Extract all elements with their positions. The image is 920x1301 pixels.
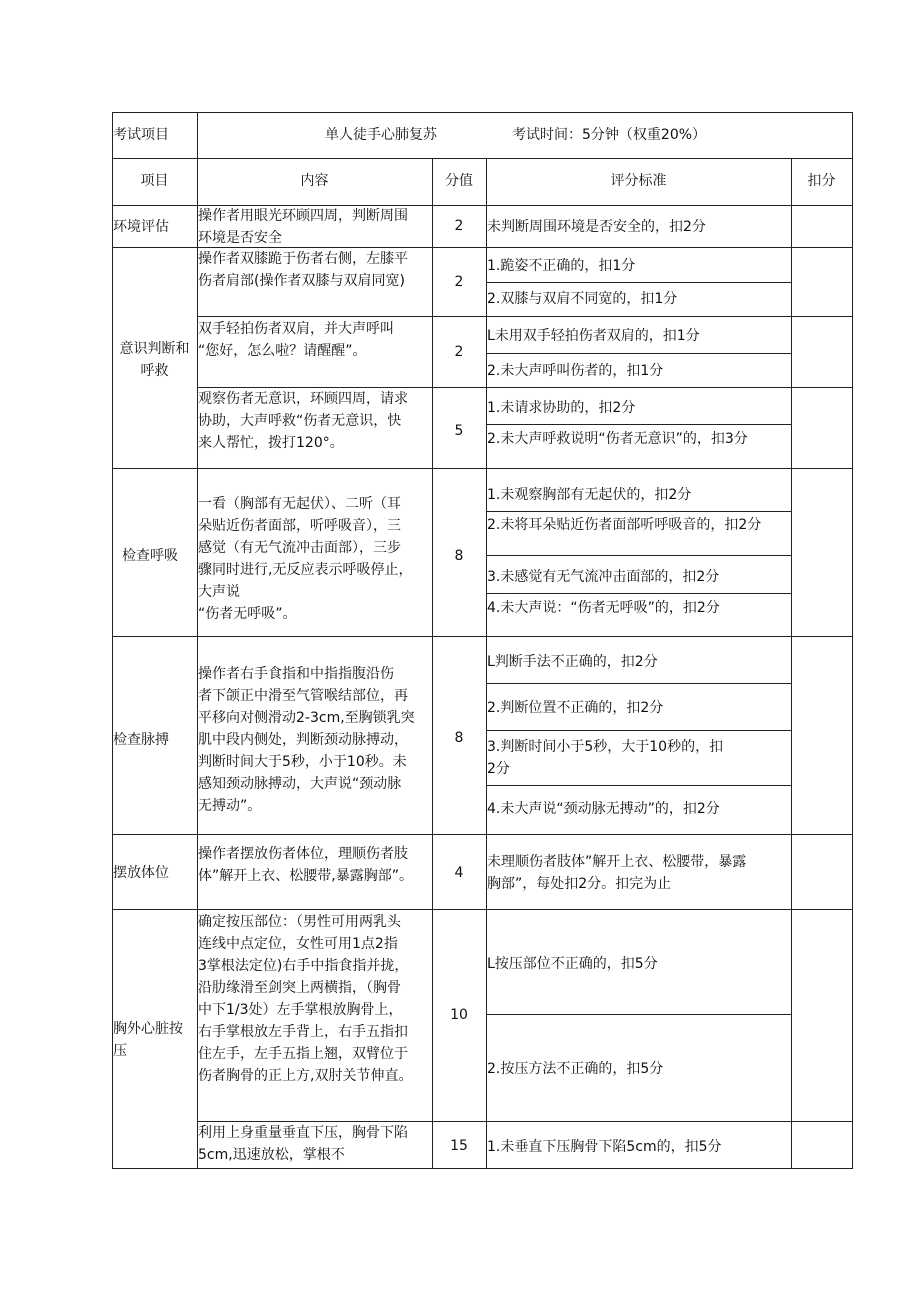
exam-item-label: 考试项目 [113,127,169,143]
criteria-call-help-2: 2.未大声呼救说明“伤者无意识”的，扣3分 [487,431,748,447]
criteria-compression-1: L按压部位不正确的，扣5分 [487,956,658,972]
criteria-kneel-1: 1.跪姿不正确的，扣1分 [487,258,636,274]
criteria-tap-2: 2.未大声呼叫伤者的，扣1分 [487,363,664,379]
exam-time-info: 考试时间：5分钟（权重20%） [512,127,707,143]
category-position: 摆放体位 [113,865,169,881]
criteria-breathing-2: 2.未将耳朵贴近伤者面部听呼吸音的，扣2分 [487,517,762,533]
content-pulse: 操作者右手食指和中指指腹沿伤 者下颌正中滑至气管喉结部位，再 平移向对侧滑动2-3cm,至胸锁乳突 肌中段内侧处，判断颈动脉搏动， 判断时间大于5秒，小于10秒。未 感知颈动脉搏动，大声说“颈动脉 无搏动”。 [198,666,415,814]
score-pulse: 8 [454,730,464,746]
score-kneel: 2 [454,274,464,290]
criteria-pulse-4: 4.未大声说“颈动脉无搏动”的，扣2分 [487,801,720,817]
score-tap: 2 [454,344,464,360]
score-environment: 2 [454,218,464,234]
criteria-pulse-2: 2.判断位置不正确的，扣2分 [487,700,664,716]
column-header-content: 内容 [300,173,329,189]
criteria-breathing-3: 3.未感觉有无气流冲击面部的，扣2分 [487,569,720,585]
content-tap: 双手轻拍伤者双肩，并大声呼叫 “您好，怎么啦？请醒醒”。 [198,321,394,359]
column-header-criteria: 评分标准 [610,173,667,189]
category-breathing: 检查呼吸 [122,548,178,564]
content-environment: 操作者用眼光环顾四周，判断周围 环境是否安全 [198,208,408,246]
column-header-score: 分值 [445,173,473,189]
criteria-breathing-1: 1.未观察胸部有无起伏的，扣2分 [487,487,692,503]
score-position: 4 [454,865,464,881]
criteria-pulse-1: L判断手法不正确的，扣2分 [487,654,658,670]
content-compression-locate: 确定按压部位：（男性可用两乳头 连线中点定位，女性可用1点2指 3掌根法定位)右手中指食指并拢， 沿肋缘滑至剑突上两横指，（胸骨 中下1/3处）左手掌根放胸骨上， 右手掌根放左手背上，右手五指扣 住左手，左手五指上翘，双臂位于 伤者胸骨的正上方,双肘关节伸直。 [198,914,413,1084]
content-call-help: 观察伤者无意识，环顾四周，请求 协助，大声呼救“伤者无意识，快 来人帮忙，拨打120°。 [198,391,408,451]
criteria-environment: 未判断周围环境是否安全的，扣2分 [487,219,706,235]
category-environment: 环境评估 [113,219,169,235]
exam-title: 单人徒手心肺复苏 [325,127,437,143]
column-header-item: 项目 [140,173,169,189]
score-breathing: 8 [454,548,464,564]
content-kneel: 操作者双膝跪于伤者右侧，左膝平 伤者肩部(操作者双膝与双肩同宽) [198,251,408,289]
criteria-compression-2: 2.按压方法不正确的，扣5分 [487,1061,664,1077]
criteria-pulse-3: 3.判断时间小于5秒，大于10秒的，扣 2分 [487,739,724,777]
column-header-deduction: 扣分 [807,173,836,189]
category-consciousness: 意识判断和 呼救 [119,341,190,379]
criteria-call-help-1: 1.未请求协助的，扣2分 [487,400,636,416]
criteria-kneel-2: 2.双膝与双肩不同宽的，扣1分 [487,291,678,307]
content-breathing: 一看（胸部有无起伏）、二听（耳 朵贴近伤者面部，听呼吸音），三 感觉（有无气流冲击面部），三步 骤同时进行,无反应表示呼吸停止， 大声说 “伤者无呼吸”。 [198,496,413,622]
score-call-help: 5 [454,423,464,439]
score-compression-press: 15 [450,1138,468,1154]
category-compression: 胸外心脏按 压 [113,1021,183,1059]
content-compression-press: 利用上身重量垂直下压，胸骨下陷 5cm,迅速放松，掌根不 [198,1125,408,1163]
score-compression-locate: 10 [450,1007,468,1023]
criteria-tap-1: L未用双手轻拍伤者双肩的，扣1分 [487,328,700,344]
criteria-position: 未理顺伤者肢体”解开上衣、松腰带，暴露 胸部”，每处扣2分。扣完为止 [487,854,747,892]
category-pulse: 检查脉搏 [113,732,169,748]
criteria-compression-press: 1.未垂直下压胸骨下陷5cm的，扣5分 [487,1139,722,1155]
content-position: 操作者摆放伤者体位，理顺伤者肢 体”解开上衣、松腰带,暴露胸部”。 [198,846,413,884]
criteria-breathing-4: 4.未大声说：“伤者无呼吸”的，扣2分 [487,600,720,616]
